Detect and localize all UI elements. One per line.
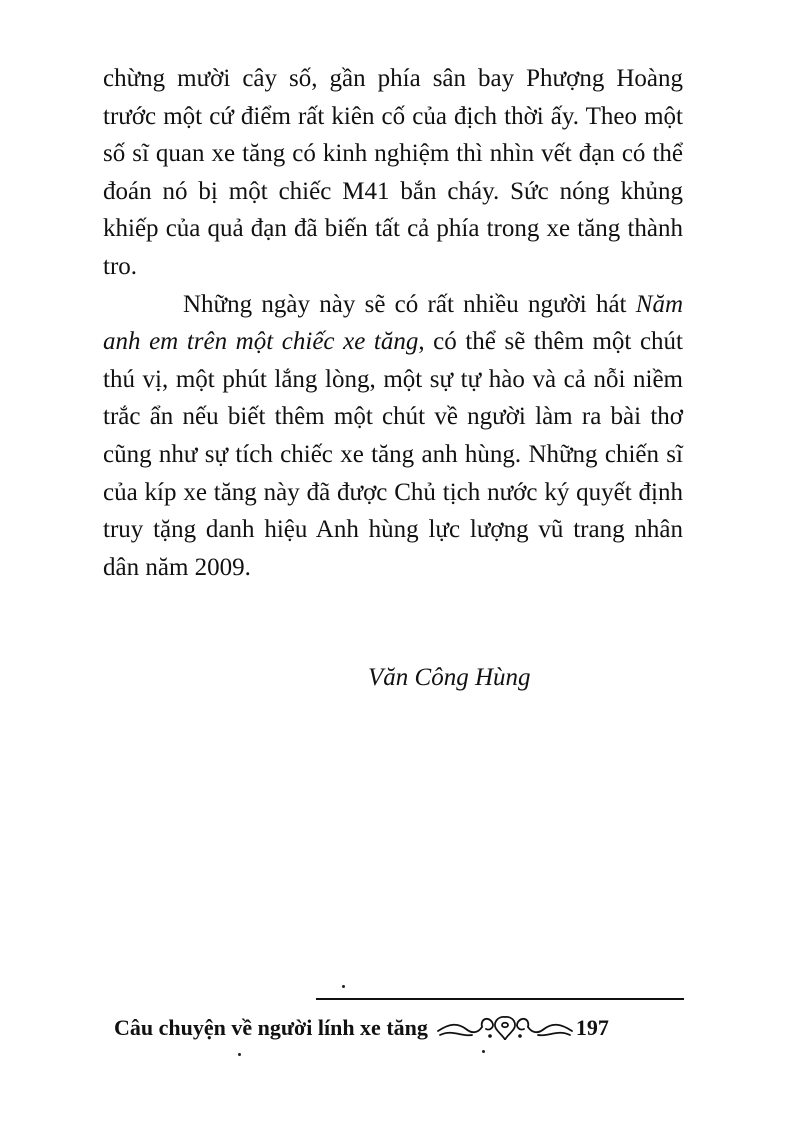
print-speck bbox=[342, 985, 345, 988]
page-number: 197 bbox=[575, 1015, 609, 1040]
author-signature: Văn Công Hùng bbox=[368, 664, 531, 691]
paragraph-1: chừng mười cây số, gần phía sân bay Phượng Hoàng trước một cứ điểm rất kiên cố của địch thời ấy. Theo một số sĩ quan xe tăng có kinh nghiệm thì nhìn vết đạn có thể đoán nó bị một chiếc M41 bắn cháy. Sức nóng khủng khiếp của quả đạn đã biến tất cả phía trong xe tăng thành tro. bbox=[103, 65, 683, 280]
paragraph-2-lead: Những ngày này sẽ có rất nhiều người hát bbox=[183, 290, 636, 318]
ornament-icon bbox=[436, 1013, 574, 1043]
article-body bbox=[103, 60, 683, 586]
page-footer bbox=[114, 1010, 686, 1046]
paragraph-2 bbox=[103, 286, 683, 587]
print-speck bbox=[482, 1050, 485, 1053]
running-title: Câu chuyện về người lính xe tăng bbox=[114, 1015, 428, 1040]
paragraph-2-rest: , có thể sẽ thêm một chút thú vị, một phút lắng lòng, một sự tự hào và cả nỗi niềm trắc ẩn nếu biết thêm một chút về người làm ra bài thơ cũng như sự tích chiếc xe tăng anh hùng. Những chiến sĩ của kíp xe tăng này đã được Chủ tịch nước ký quyết định truy tặng danh hiệu Anh hùng lực lượng vũ trang nhân dân năm 2009. bbox=[103, 328, 683, 581]
print-speck bbox=[238, 1053, 241, 1056]
poem-title: Năm anh em trên một chiếc xe tăng bbox=[103, 290, 683, 356]
footer-rule bbox=[316, 998, 684, 1000]
